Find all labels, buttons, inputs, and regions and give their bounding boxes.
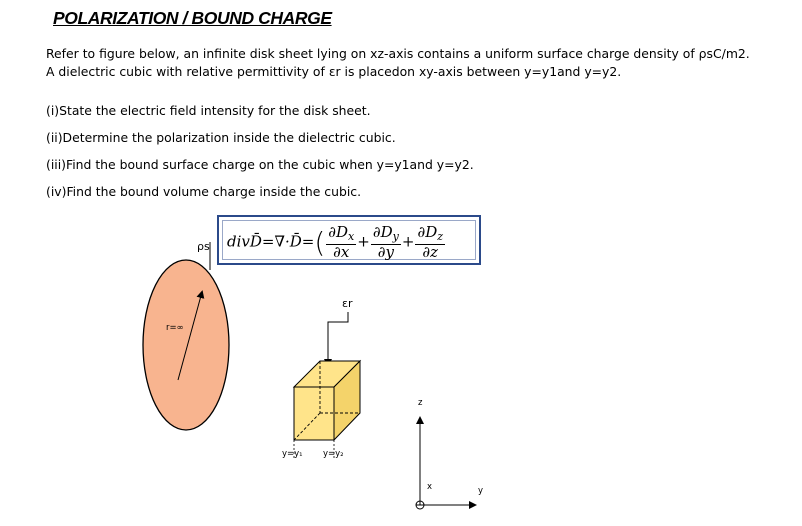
eps-pointer-arrow bbox=[328, 312, 348, 365]
radius-label: r=∞ bbox=[166, 323, 184, 333]
formula-plus-2: + bbox=[401, 232, 415, 251]
z-axis-label: z bbox=[418, 398, 423, 408]
question-3: (iii)Find the bound surface charge on the cubic when y=y1and y=y2. bbox=[46, 157, 474, 172]
eps-label: εr bbox=[342, 297, 353, 310]
formula-num-z: ∂D bbox=[417, 223, 438, 241]
y2-label: y=y₂ bbox=[323, 449, 344, 459]
y1-label: y=y₁ bbox=[282, 449, 303, 459]
intro-line-1: Refer to figure below, an infinite disk sheet lying on xz-axis contains a uniform surface charge density of ρsC/m2. bbox=[46, 46, 750, 61]
formula-plus-1: + bbox=[357, 232, 370, 251]
formula-num-x: ∂D bbox=[328, 223, 349, 241]
formula-paren-open: ( bbox=[314, 226, 326, 259]
formula-den-x: ∂x bbox=[333, 243, 350, 261]
disk-sheet bbox=[143, 260, 229, 430]
y-axis-label: y bbox=[478, 486, 484, 496]
question-4: (iv)Find the bound volume charge inside the cubic. bbox=[46, 184, 362, 199]
formula-sub-y: y bbox=[392, 230, 399, 243]
question-2: (ii)Determine the polarization inside the dielectric cubic. bbox=[46, 130, 396, 145]
intro-line-2: A dielectric cubic with relative permittivity of εr is placedon xy-axis between y=y1and y=y2. bbox=[46, 64, 622, 79]
formula-num-y: ∂D bbox=[372, 223, 393, 241]
page-title: POLARIZATION / BOUND CHARGE bbox=[53, 8, 332, 28]
x-axis-label: x bbox=[427, 482, 433, 492]
cube-front-face bbox=[294, 387, 334, 440]
formula-sub-x: x bbox=[348, 230, 355, 243]
formula-den-y: ∂y bbox=[377, 243, 394, 261]
formula-sub-z: z bbox=[437, 230, 444, 243]
formula-lhs: divD̄=∇·D̄= bbox=[227, 232, 315, 251]
question-1: (i)State the electric field intensity for the disk sheet. bbox=[46, 103, 371, 118]
rho-label: ρs bbox=[197, 240, 210, 253]
formula-den-z: ∂z bbox=[422, 243, 439, 261]
